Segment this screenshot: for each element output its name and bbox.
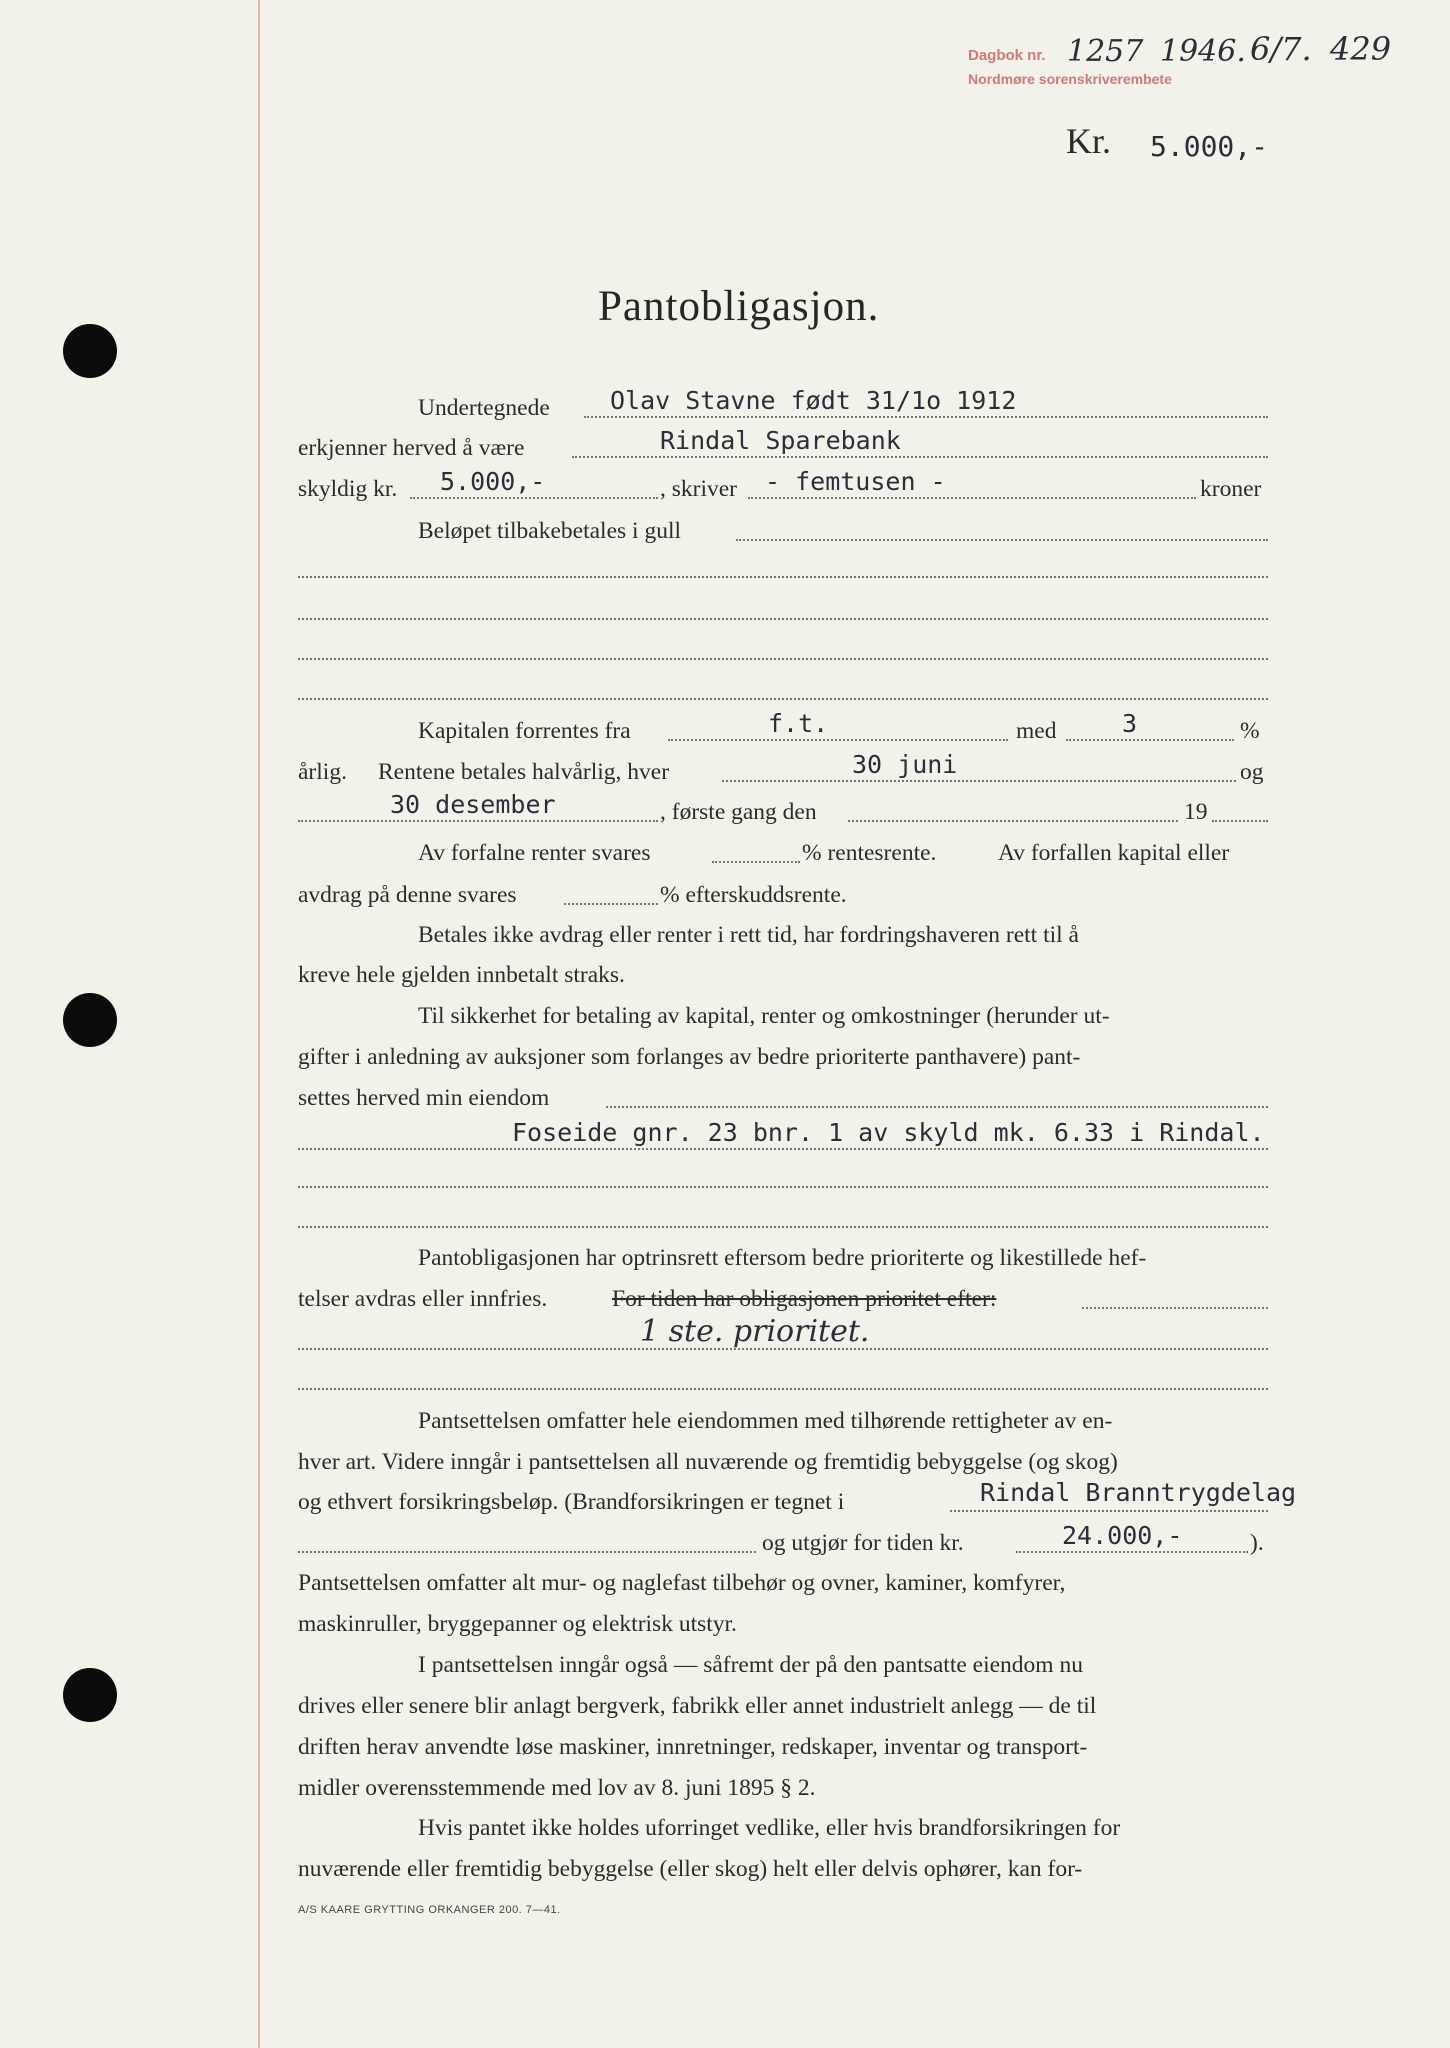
diary-date: 6/7.	[1250, 30, 1312, 68]
punch-hole	[63, 324, 117, 378]
kr-label: Kr.	[1066, 121, 1111, 161]
stamp-line-2: Nordmøre sorenskriverembete	[968, 71, 1172, 87]
erkjenner-label: erkjenner herved å være	[298, 435, 525, 461]
og-label: og	[1240, 759, 1264, 785]
utgjor-value: 24.000,-	[1062, 1521, 1183, 1550]
dotted-line	[298, 698, 1268, 700]
dotted-line	[1016, 1551, 1248, 1553]
dotted-line	[1066, 739, 1234, 741]
sikkerhet-line-2: gifter i anledning av auksjoner som forlanges av bedre prioriterte panthavere) pant-	[298, 1044, 1081, 1070]
dotted-line	[298, 1226, 1268, 1228]
diary-year: 1946.	[1160, 34, 1246, 69]
optrinsrett-line-2a: telser avdras eller innfries.	[298, 1286, 548, 1312]
dotted-line	[564, 903, 658, 905]
tilbehor-line-1: Pantsettelsen omfatter alt mur- og naglefast tilbehør og ovner, kaminer, komfyrer,	[298, 1570, 1066, 1596]
arlig-label: årlig.	[298, 759, 347, 785]
utgjor-label: og utgjør for tiden kr.	[762, 1530, 964, 1556]
dotted-line	[606, 1106, 1268, 1108]
hvis-line-1: Hvis pantet ikke holdes uforringet vedlike, eller hvis brandforsikringen for	[418, 1815, 1121, 1841]
percent-sign: %	[1240, 718, 1260, 744]
year-prefix: 19	[1184, 799, 1208, 825]
sikkerhet-line-1: Til sikkerhet for betaling av kapital, renter og omkostninger (herunder ut-	[418, 1003, 1110, 1029]
kapitalen-label: Kapitalen forrentes fra	[418, 718, 631, 744]
avdrag-text-a: avdrag på denne svares	[298, 882, 517, 908]
punch-hole	[63, 1668, 117, 1722]
ogsa-line-1: I pantsettelsen inngår også — såfremt der på den pantsatte eiendom nu	[418, 1652, 1083, 1678]
dotted-line	[410, 497, 658, 499]
dotted-line	[722, 780, 1236, 782]
erkjenner-value: Rindal Sparebank	[660, 426, 901, 455]
dotted-line	[298, 1186, 1268, 1188]
dotted-line	[950, 1510, 1268, 1512]
page-number: 429	[1330, 30, 1392, 68]
rentene-label: Rentene betales halvårlig, hver	[378, 759, 670, 785]
ogsa-line-4: midler overensstemmende med lov av 8. juni 1895 § 2.	[298, 1775, 816, 1801]
struck-priority-text: For tiden har obligasjonen prioritet efter:	[612, 1286, 997, 1312]
ogsa-line-2: drives eller senere blir anlagt bergverk, fabrikk eller annet industrielt anlegg — de til	[298, 1693, 1097, 1719]
forfalne-text-b: % rentesrente.	[802, 840, 937, 866]
date1-value: 30 juni	[852, 750, 958, 779]
brand-value: Rindal Branntrygdelag	[980, 1478, 1297, 1507]
dotted-line	[668, 739, 1008, 741]
dotted-line	[298, 658, 1268, 660]
prioritet-value: 1 ste. prioritet.	[640, 1314, 870, 1349]
dotted-line	[572, 456, 1268, 458]
avdrag-text-b: % efterskuddsrente.	[660, 882, 847, 908]
ogsa-line-3: driften herav anvendte løse maskiner, innretninger, redskaper, inventar og transport-	[298, 1734, 1088, 1760]
dotted-line	[1082, 1307, 1268, 1309]
dotted-line	[712, 861, 800, 863]
hvis-line-2: nuværende eller fremtidig bebyggelse (eller skog) helt eller delvis ophører, kan for-	[298, 1856, 1083, 1882]
belopet-label: Beløpet tilbakebetales i gull	[418, 518, 681, 544]
sikkerhet-line-3: settes herved min eiendom	[298, 1085, 550, 1111]
dotted-line	[298, 1148, 1268, 1150]
skriver-label: , skriver	[660, 476, 738, 502]
med-label: med	[1016, 718, 1057, 744]
omfatter-line-1: Pantsettelsen omfatter hele eiendommen med tilhørende rettigheter av en-	[418, 1408, 1113, 1434]
date2-value: 30 desember	[390, 790, 556, 819]
skriver-value: - femtusen -	[765, 467, 946, 496]
dotted-line	[298, 576, 1268, 578]
dotted-line	[298, 820, 658, 822]
omfatter-line-2: hver art. Videre inngår i pantsettelsen all nuværende og fremtidig bebyggelse (og skog)	[298, 1449, 1118, 1475]
betales-line-1: Betales ikke avdrag eller renter i rett tid, har fordringshaveren rett til å	[418, 922, 1079, 948]
forste-label: , første gang den	[660, 799, 817, 825]
dotted-line	[736, 539, 1268, 541]
omfatter-line-3: og ethvert forsikringsbeløp. (Brandforsikringen er tegnet i	[298, 1489, 845, 1515]
betales-line-2: kreve hele gjelden innbetalt straks.	[298, 962, 625, 988]
dotted-line	[748, 497, 1196, 499]
dotted-line	[848, 820, 1178, 822]
margin-line	[258, 0, 260, 2048]
dotted-line	[298, 618, 1268, 620]
forfalne-text-a: Av forfalne renter svares	[418, 840, 651, 866]
optrinsrett-line-1: Pantobligasjonen har optrinsrett eftersom bedre prioriterte og likestillede hef-	[418, 1245, 1147, 1271]
kapitalen-value: f.t.	[768, 709, 829, 738]
skyldig-label: skyldig kr.	[298, 476, 398, 502]
dotted-line	[1212, 820, 1268, 822]
rate-value: 3	[1122, 709, 1138, 738]
undertegnede-label: Undertegnede	[418, 395, 550, 421]
undertegnede-value: Olav Stavne født 31/1o 1912	[610, 386, 1017, 415]
document-title: Pantobligasjon.	[598, 283, 880, 330]
printer-footer: A/S KAARE GRYTTING ORKANGER 200. 7—41.	[298, 1904, 561, 1916]
stamp-line-1: Dagbok nr.	[968, 47, 1046, 64]
close-paren: ).	[1250, 1530, 1264, 1556]
dotted-line	[298, 1551, 756, 1553]
dotted-line	[298, 1388, 1268, 1390]
eiendom-value: Foseide gnr. 23 bnr. 1 av skyld mk. 6.33 i Rindal.	[512, 1118, 1265, 1147]
kroner-label: kroner	[1200, 476, 1262, 502]
diary-number: 1257	[1067, 34, 1144, 69]
skyldig-value: 5.000,-	[440, 467, 546, 496]
forfalne-text-c: Av forfallen kapital eller	[998, 840, 1230, 866]
dotted-line	[584, 416, 1268, 418]
punch-hole	[63, 993, 117, 1047]
kr-amount: 5.000,-	[1150, 130, 1269, 163]
tilbehor-line-2: maskinruller, bryggepanner og elektrisk utstyr.	[298, 1611, 737, 1637]
